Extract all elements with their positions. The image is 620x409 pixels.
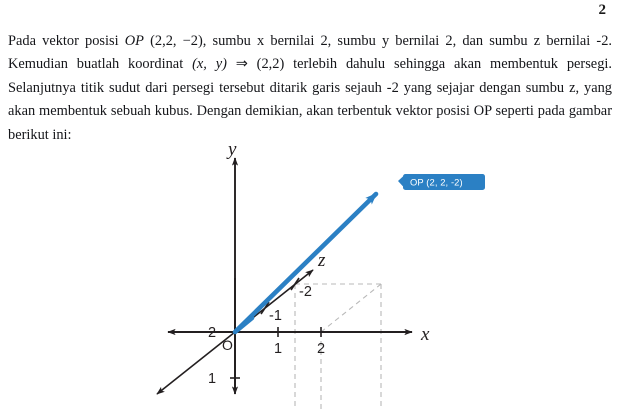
x-tick-label-2: 2 <box>316 341 326 357</box>
body-paragraph <box>8 30 612 147</box>
page-number: 2 <box>598 2 606 18</box>
z-axis-label: z <box>318 250 326 271</box>
z-tick-label-minus2: -2 <box>299 284 312 300</box>
x-axis-label: x <box>421 324 430 345</box>
vector-label-badge[interactable] <box>398 174 485 190</box>
paragraph-text <box>8 30 612 147</box>
x-tick-label-1: 1 <box>273 341 283 357</box>
paragraph-part-1: Pada vektor posisi <box>8 33 125 49</box>
cube-wireframe <box>235 284 381 409</box>
vector-diagram-svg <box>0 138 620 409</box>
paragraph-italic-xy: (x, y) <box>192 56 227 73</box>
y-tick-label-1: 1 <box>207 371 217 387</box>
vector-op-arrow <box>236 194 376 331</box>
y-tick-label-2: 2 <box>207 325 217 341</box>
y-axis-label: y <box>228 139 237 160</box>
paragraph-part-3: ⇒ (2,2) terlebih dahulu sehingga akan membentuk persegi. Selanjutnya titik sudut dari persegi tersebut ditarik garis sejauh -2 yang sejajar dengan sumbu z, yang akan membentuk sebuah kubus. Dengan demikian, akan terbentuk vektor posisi OP seperti pada gambar berikut ini: <box>8 56 612 143</box>
z-tick-label-minus1: -1 <box>269 308 282 324</box>
badge-label: OP (2, 2, -2) <box>410 176 463 188</box>
paragraph-part-2: (2,2, −2), sumbu x bernilai 2, sumbu y bernilai 2, dan sumbu z bernilai -2. Kemudian buatlah koordinat <box>8 33 613 73</box>
origin-label: O <box>222 337 233 353</box>
paragraph-italic-op: OP <box>124 33 144 49</box>
vector-diagram-figure <box>0 138 620 409</box>
cube-edge-depth-topright <box>321 284 381 332</box>
